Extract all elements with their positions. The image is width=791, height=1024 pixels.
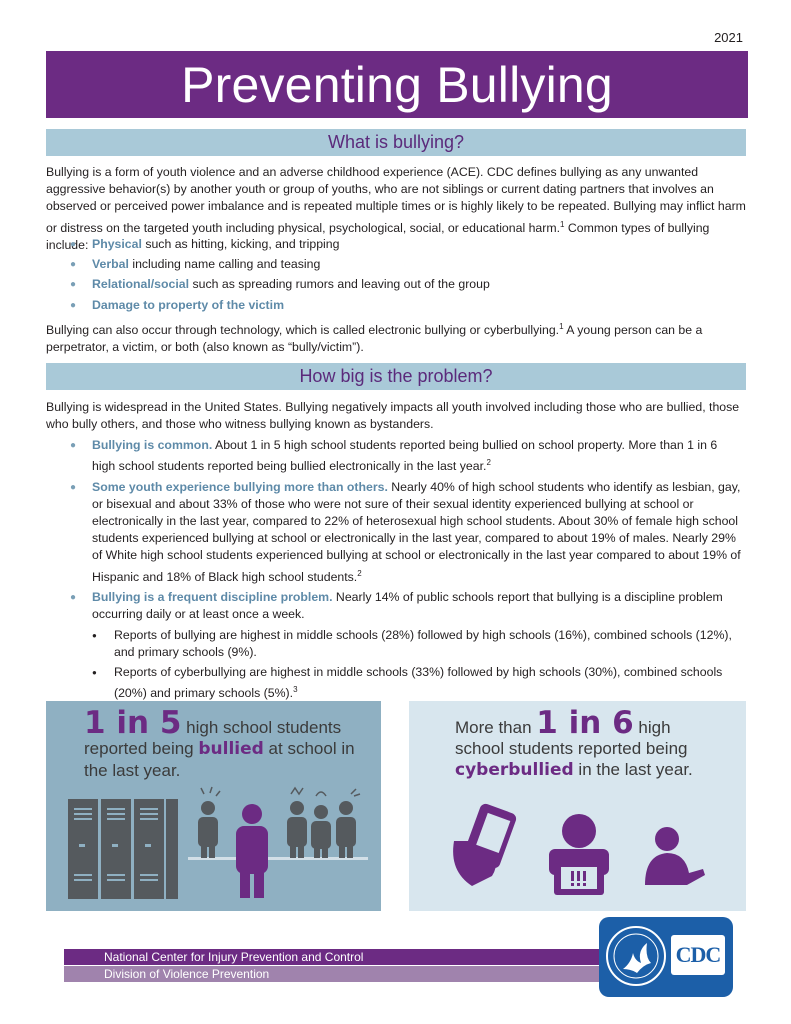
sub-list-item <box>92 664 742 703</box>
stat-emphasis: bullied <box>198 739 264 759</box>
type-term: Relational/social <box>92 277 190 292</box>
sub-list-text: Reports of cyberbullying are highest in middle schools (33%) followed by high schools (30%), combined schools (20%) and primary schools (5%). <box>114 664 723 700</box>
stat-text-end: at school in the last year. <box>84 739 355 780</box>
footer-center-name: National Center for Injury Prevention and Control <box>64 949 604 965</box>
type-desc: such as hitting, kicking, and tripping <box>141 237 340 251</box>
stat-text: high school students reported being <box>84 718 342 758</box>
what-intro-text-b: Common types of bullying include: <box>46 220 710 252</box>
footnote-ref: 2 <box>486 458 491 468</box>
type-term: Damage to property of the victim <box>92 297 285 312</box>
problem-text: About 1 in 5 high school students reported being bullied on school property. More than 1 in 6 high school students reported being bullied electronically in the last year. <box>92 438 718 474</box>
lockers-students-illustration <box>46 786 381 911</box>
types-list <box>70 236 740 317</box>
stat-panel-bullied <box>46 701 381 911</box>
logos-box <box>599 917 733 997</box>
problem-text: Nearly 14% of public schools report that bullying is a discipline problem occurring daily or at least once a week. <box>92 589 723 622</box>
footer-division-name: Division of Violence Prevention <box>64 966 604 982</box>
stat-text-pre: More than <box>455 718 537 737</box>
footnote-ref: 1 <box>560 219 565 229</box>
type-desc: such as spreading rumors and leaving out of the group <box>189 277 490 292</box>
problem-list <box>70 437 742 705</box>
stat-text-end: in the last year. <box>573 760 693 779</box>
what-outro <box>46 318 746 357</box>
what-outro-text-b: A young person can be a perpetrator, a victim, or both (also known as “bully/victim”). <box>46 323 703 355</box>
hhs-seal-icon <box>605 925 667 987</box>
list-item <box>70 437 742 476</box>
stat-number: 1 in 5 <box>84 705 182 741</box>
problem-text: Nearly 40% of high school students who identify as lesbian, gay, or bisexual and about 33% of those who were not sure of their sexual identity experienced bullying at school or electronically in the last year, compared to 22% of heterosexual high school students. About 30% of female high school students experienced bullying at school or electronically in the last year, compared to about 19% of males. Nearly 29% of White high school students experienced bullying at school or electronically in the last year compared to about 19% of Hispanic and 18% of Black high school students. <box>92 479 741 584</box>
type-desc: including name calling and teasing <box>128 257 321 272</box>
sub-list-item: ● Reports of bullying are highest in middle schools (28%) followed by high schools (16%), combined schools (12%), and primary schools (9%). <box>92 627 742 661</box>
type-term: Verbal <box>92 257 129 272</box>
devices-illustration <box>409 801 746 911</box>
cdc-logo-text: CDC <box>675 942 721 967</box>
problem-term: Bullying is a frequent discipline problem. <box>92 589 333 604</box>
list-item <box>70 236 740 253</box>
footnote-ref: 2 <box>357 568 362 578</box>
list-item <box>70 276 740 293</box>
footnote-ref: 3 <box>293 684 298 694</box>
sub-list <box>92 627 742 702</box>
stat-panel-cyberbullied <box>409 701 746 911</box>
group-bullies-icon <box>287 801 356 858</box>
list-item <box>70 589 742 702</box>
type-term: Physical <box>92 237 142 251</box>
page-title: Preventing Bullying <box>181 56 613 113</box>
bullied-student-icon <box>236 804 268 898</box>
stat-text-cyberbullied <box>455 705 715 781</box>
title-banner <box>46 51 748 118</box>
stat-text-bullied <box>84 705 364 781</box>
section-heading-problem-text: How big is the problem? <box>299 366 493 386</box>
list-item <box>70 479 742 586</box>
list-item <box>70 297 740 314</box>
stat-number: 1 in 6 <box>536 705 634 741</box>
bystander-icon <box>198 801 218 858</box>
section-heading-what <box>46 129 746 156</box>
section-heading-problem <box>46 363 746 390</box>
cdc-logo <box>671 935 725 975</box>
problem-term: Some youth experience bullying more than others. <box>92 479 388 494</box>
section-heading-what-text: What is bullying? <box>327 132 465 152</box>
footnote-ref: 1 <box>559 322 564 331</box>
problem-intro: Bullying is widespread in the United States. Bullying negatively impacts all youth involved including those who are bullied, those who bully others, and those who witness bullying known as bystanders. <box>46 400 740 432</box>
stat-text: high school students reported being <box>455 718 688 758</box>
list-item <box>70 256 740 273</box>
year-label: 2021 <box>714 30 743 45</box>
what-outro-text: Bullying can also occur through technology, which is called electronic bullying or cyberbullying. <box>46 323 560 338</box>
phone-user-icon <box>645 827 705 885</box>
problem-term: Bullying is common. <box>92 438 213 452</box>
stat-emphasis: cyberbullied <box>455 760 574 780</box>
what-intro-text: Bullying is a form of youth violence and an adverse childhood experience (ACE). CDC defines bullying as any unwanted aggressive behavior(s) by another youth or group of youths, who are not siblings or current dating partners that involves an observed or perceived power imbalance and is repeated multiple times or is highly likely to be repeated. Bullying may inflict harm or distress on the targeted youth including physical, psychological, social, or educational harm. <box>46 165 746 235</box>
